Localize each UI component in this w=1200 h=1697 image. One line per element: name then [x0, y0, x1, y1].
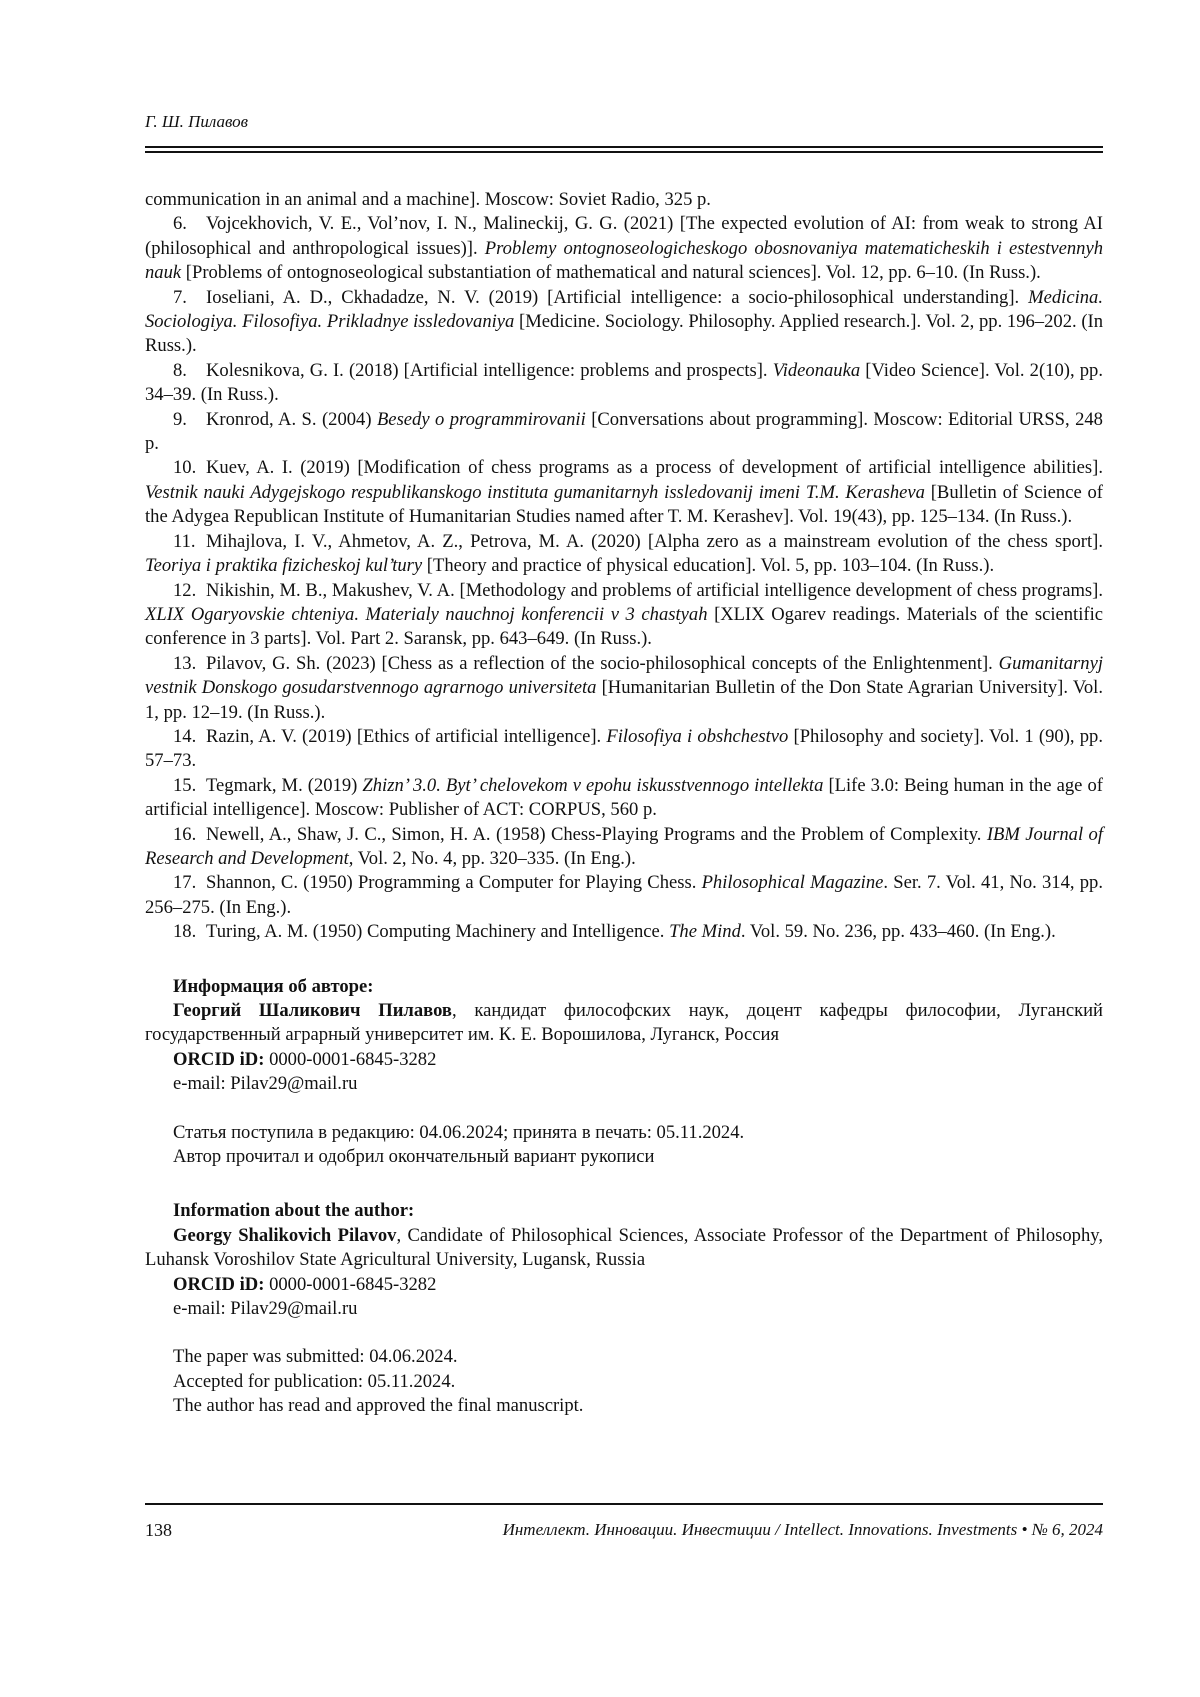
reference-text: . Vol. 59. No. 236, pp. 433–460. (In Eng.). [740, 921, 1056, 943]
reference-text: [Conversations about programming]. Moscow: Editorial URSS, 248 p. [145, 408, 1103, 455]
orcid-label: ORCID iD: [173, 1048, 265, 1070]
author-info-heading: Информация об авторе: [173, 975, 374, 997]
reference-item [145, 212, 1103, 285]
reference-number: 16. [173, 823, 197, 845]
author-info-ru [145, 975, 1103, 1170]
reference-text: [Humanitarian Bulletin of the Don State Agrarian University]. Vol. 1, pp. 12–19. (In Russ.). [145, 677, 1103, 723]
reference-text: [XLIX Ogarev readings. Materials of the scientific conference in 3 parts]. Vol. Part 2. Saransk, pp. 643–649. (In Russ.). [145, 603, 1103, 650]
reference-number: 17. [173, 872, 197, 894]
reference-source-title: Besedy o programmirovanii [376, 408, 586, 430]
reference-item [145, 774, 1103, 823]
reference-item [145, 359, 1103, 408]
page-number: 138 [145, 1520, 172, 1540]
reference-number: 6. [173, 213, 187, 235]
reference-text: Shannon, C. (1950) Programming a Computer for Playing Chess. [206, 872, 702, 894]
reference-text: [Problems of ontognoseological substantiation of mathematical and natural sciences]. Vol. 12, pp. 6–10. (In Russ.). [181, 262, 1041, 284]
header-rule [145, 146, 1103, 153]
reference-number: 13. [173, 652, 197, 674]
reference-item [145, 530, 1103, 579]
reference-number: 18. [173, 921, 197, 943]
reference-text: Razin, A. V. (2019) [Ethics of artificial intelligence]. [206, 725, 607, 747]
reference-text: [Life 3.0: Being human in the age of artificial intelligence]. Moscow: Publisher of ACT: CORPUS, 560 p. [145, 774, 1103, 821]
reference-number: 14. [173, 725, 197, 747]
reference-text: Vojcekhovich, V. E., Vol’nov, I. N., Malineckij, G. G. (2021) [The expected evolution of AI: from weak to strong AI (philosophical and anthropological issues)]. [145, 213, 1103, 259]
reference-text: Mihajlova, I. V., Ahmetov, A. Z., Petrova, M. A. (2020) [Alpha zero as a mainstream evolution of the chess sport]. [206, 530, 1103, 552]
main-content [145, 188, 1103, 1419]
reference-source-title: Problemy ontognoseologicheskogo obosnovaniya matematicheskih i estestvennyh nauk [145, 237, 1104, 284]
reference-item [145, 456, 1103, 529]
author-details: , Candidate of Philosophical Sciences, Associate Professor of the Department of Philosophy, Luhansk Voroshilov State Agricultural University, Lugansk, Russia [145, 1224, 1103, 1271]
reference-text: Pilavov, G. Sh. (2023) [Chess as a reflection of the socio-philosophical concepts of the Enlightenment]. [206, 652, 999, 674]
reference-number: 7. [173, 286, 187, 308]
footer-rule [145, 1503, 1103, 1505]
reference-item [145, 408, 1103, 457]
reference-item [145, 725, 1103, 774]
reference-source-title: Videonauka [772, 359, 861, 381]
running-head: Г. Ш. Пилавов [145, 112, 249, 131]
reference-number: 10. [173, 457, 197, 479]
author-info-heading: Information about the author: [173, 1200, 415, 1222]
reference-item [145, 188, 1103, 212]
reference-item [145, 871, 1103, 920]
reference-text: Kuev, A. I. (2019) [Modification of chess programs as a process of development of artificial intelligence abilities]. [206, 457, 1103, 479]
reference-text: Turing, A. M. (1950) Computing Machinery and Intelligence. [206, 921, 670, 943]
reference-text: [Theory and practice of physical education]. Vol. 5, pp. 103–104. (In Russ.). [422, 555, 995, 577]
reference-item [145, 652, 1103, 725]
author-email: e-mail: Pilav29@mail.ru [173, 1298, 358, 1320]
reference-text: [Medicine. Sociology. Philosophy. Applied research.]. Vol. 2, pp. 196–202. (In Russ.). [145, 311, 1104, 357]
reference-source-title: Vestnik nauki Adygejskogo respublikanskogo instituta gumanitarnyh issledovanij imeni T.M. Kerasheva [145, 481, 925, 503]
reference-number: 15. [173, 774, 197, 796]
reference-list [145, 188, 1103, 945]
reference-source-title: IBM Journal of Research and Development [145, 823, 1104, 869]
reference-text: , Vol. 2, No. 4, pp. 320–335. (In Eng.). [348, 847, 636, 869]
author-email: e-mail: Pilav29@mail.ru [173, 1073, 358, 1095]
reference-source-title: The Mind [669, 921, 741, 943]
author-info-en [145, 1199, 1103, 1418]
orcid-value: 0000-0001-6845-3282 [264, 1273, 437, 1295]
reference-text: [Philosophy and society]. Vol. 1 (90), pp. 57–73. [145, 725, 1104, 772]
approval-note: The author has read and approved the final manuscript. [173, 1395, 584, 1417]
journal-footer: Интеллект. Инновации. Инвестиции / Intellect. Innovations. Investments • № 6, 2024 [502, 1520, 1103, 1539]
author-name: Георгий Шаликович Пилавов [173, 1000, 452, 1021]
reference-item [145, 823, 1103, 872]
reference-text: Newell, A., Shaw, J. C., Simon, H. A. (1958) Chess-Playing Programs and the Problem of Complexity. [206, 823, 987, 845]
submission-date: The paper was submitted: 04.06.2024. [173, 1346, 458, 1368]
reference-text: . Ser. 7. Vol. 41, No. 314, pp. 256–275. (In Eng.). [145, 872, 1103, 918]
orcid-line [145, 1048, 1103, 1072]
orcid-line [145, 1273, 1103, 1297]
orcid-value: 0000-0001-6845-3282 [264, 1048, 437, 1070]
reference-source-title: Filosofiya i obshchestvo [606, 725, 789, 747]
approval-note: Автор прочитал и одобрил окончательный вариант рукописи [173, 1146, 655, 1168]
reference-item [145, 286, 1103, 359]
reference-number: 8. [173, 359, 187, 381]
reference-text: Kolesnikova, G. I. (2018) [Artificial intelligence: problems and prospects]. [206, 359, 773, 381]
reference-text: [Video Science]. Vol. 2(10), pp. 34–39. (In Russ.). [145, 359, 1103, 406]
reference-text: Tegmark, M. (2019) [206, 774, 363, 796]
author-bio [145, 1224, 1103, 1273]
author-name: Georgy Shalikovich Pilavov [173, 1224, 397, 1246]
reference-text: [Bulletin of Science of the Adygea Republican Institute of Humanitarian Studies named after T. M. Kerashev]. Vol. 19(43), pp. 125–134. (In Russ.). [145, 481, 1103, 528]
reference-item [145, 579, 1103, 652]
reference-source-title: Philosophical Magazine [701, 872, 884, 894]
reference-text: Ioseliani, A. D., Ckhadadze, N. V. (2019) [Artificial intelligence: a socio-philosophical understanding]. [206, 286, 1029, 308]
submission-dates: Статья поступила в редакцию: 04.06.2024; принята в печать: 05.11.2024. [173, 1121, 745, 1143]
reference-text: communication in an animal and a machine]. Moscow: Soviet Radio, 325 p. [145, 189, 711, 210]
reference-text: Kronrod, A. S. (2004) [206, 408, 377, 430]
reference-number: 11. [173, 530, 196, 552]
reference-source-title: Zhizn’ 3.0. Byt’ chelovekom v epohu iskusstvennogo intellekta [362, 774, 824, 796]
orcid-label: ORCID iD: [173, 1273, 265, 1295]
reference-number: 12. [173, 579, 197, 601]
acceptance-date: Accepted for publication: 05.11.2024. [173, 1370, 456, 1392]
reference-text: Nikishin, M. B., Makushev, V. A. [Methodology and problems of artificial intelligence development of chess programs]. [206, 579, 1103, 601]
reference-number: 9. [173, 408, 187, 430]
reference-source-title: Teoriya i praktika fizicheskoj kul’tury [145, 555, 423, 577]
reference-source-title: Gumanitarnyj vestnik Donskogo gosudarstvennogo agrarnogo universiteta [145, 652, 1103, 699]
reference-source-title: XLIX Ogaryovskie chteniya. Materialy nauchnoj konferencii v 3 chastyah [145, 603, 708, 625]
reference-source-title: Medicina. Sociologiya. Filosofiya. Prikladnye issledovaniya [145, 286, 1103, 333]
author-details: , кандидат философских наук, доцент кафедры философии, Луганский государственный аграрный университет им. К. Е. Ворошилова, Луганск, Россия [145, 1000, 1104, 1046]
reference-item [145, 920, 1103, 944]
author-bio [145, 999, 1103, 1048]
